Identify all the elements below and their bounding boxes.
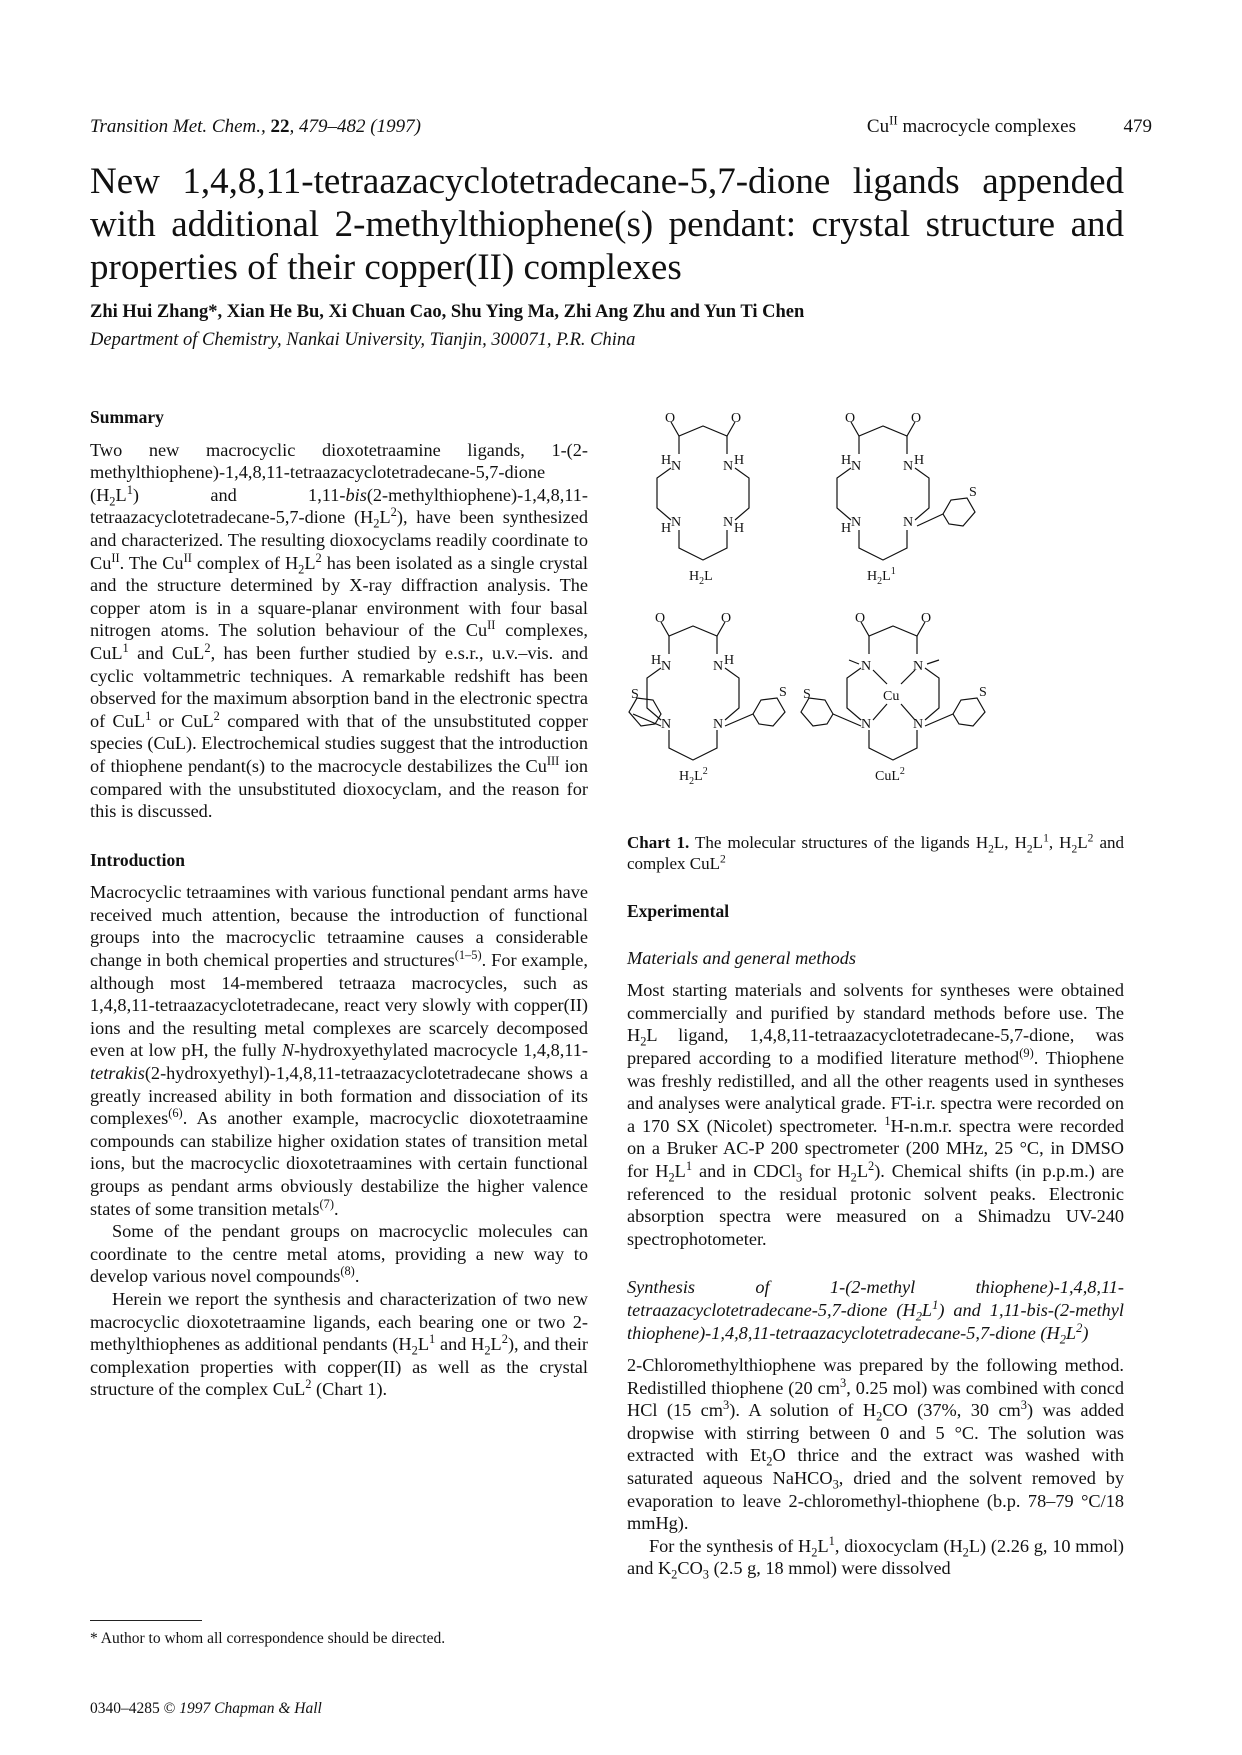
atom-s: S bbox=[631, 687, 639, 702]
atom-o: O bbox=[845, 411, 856, 426]
chart-1-caption: Chart 1. The molecular structures of the ligands $H_2L$, $H_2L^1$, $H_2L^2$ and complex CuL$^2$ bbox=[627, 831, 1124, 873]
structure-h2l1 bbox=[837, 422, 975, 560]
running-head bbox=[90, 112, 1152, 142]
atom-h: H bbox=[651, 653, 662, 668]
atom-h: H bbox=[914, 453, 925, 468]
atom-n: N bbox=[713, 659, 724, 674]
atom-s: S bbox=[969, 485, 977, 500]
running-title: $Cu^{II}$ macrocycle complexes bbox=[866, 112, 1076, 137]
copyright-line: 0340–4285 © 1997 Chapman & Hall bbox=[90, 1700, 322, 1717]
atom-n: N bbox=[851, 515, 862, 530]
atom-o: O bbox=[665, 411, 676, 426]
summary-heading: Summary bbox=[90, 407, 164, 427]
materials-heading: Materials and general methods bbox=[627, 947, 856, 968]
author-list: Zhi Hui Zhang*, Xian He Bu, Xi Chuan Cao, Shu Ying Ma, Zhi Ang Zhu and Yun Ti Chen bbox=[90, 302, 805, 322]
atom-o: O bbox=[655, 611, 666, 626]
synthesis-heading: Synthesis of 1-(2-methyl thiophene)-1,4,8,11-tetraazacyclotetradecane-5,7-dione $(H_2L^1)$ and 1,11-bis-(2-methyl thiophene)-1,4,8,11-tetraazacyclotetradecane-5,7-dione $(H_2L^2)$ bbox=[627, 1277, 1124, 1347]
introduction-heading: Introduction bbox=[90, 849, 185, 870]
materials-text: Most starting materials and solvents for syntheses were obtained commercially and purified by standard methods before use. The $H_2L$ ligand, 1,4,8,11-tetraazacyclotetradecane-5,7-dione, was prepared according to a modified literature method$^{(9)}$. Thiophene was freshly redistilled, and all the other reagents used in syntheses and analyses were analytical grade. FT-i.r. spectra were recorded on a 170 SX (Nicolet) spectrometer. $^1$H-n.m.r. spectra were recorded on a Bruker AC-P 200 spectrometer (200 MHz, 25 °C, in DMSO for $H_2L^1$ and in CDCl$_3$ for $H_2L^2$). Chemical shifts (in p.p.m.) are referenced to the residual protonic solvent peaks. Electronic absorption spectra were measured on a Shimadzu UV-240 spectrophotometer. bbox=[627, 980, 1124, 1249]
atom-o: O bbox=[731, 411, 742, 426]
atom-n: N bbox=[671, 459, 682, 474]
atom-n: N bbox=[903, 515, 914, 530]
label-cul2: CuL$^2$ bbox=[875, 766, 905, 784]
intro-paragraph-3: Herein we report the synthesis and characterization of two new macrocyclic dioxotetraamine ligands, each bearing one or two 2-methylthiophenes as additional pendants ($H_2L^1$ and $H_2L^2$), and their complexation properties with copper(II) as well as the crystal structure of the complex CuL$^2$ (Chart 1). bbox=[90, 1288, 588, 1400]
atom-s: S bbox=[979, 685, 987, 700]
affiliation: Department of Chemistry, Nankai University, Tianjin, 300071, P.R. China bbox=[90, 330, 636, 350]
footnote: * Author to whom all correspondence should be directed. bbox=[90, 1630, 446, 1647]
atom-n: N bbox=[723, 515, 734, 530]
atom-n: N bbox=[661, 717, 672, 732]
atom-s: S bbox=[803, 687, 811, 702]
atom-n: N bbox=[913, 659, 924, 674]
atom-h: H bbox=[661, 453, 672, 468]
atom-n: N bbox=[671, 515, 682, 530]
atom-n: N bbox=[713, 717, 724, 732]
label-h2l: $H_2L$ bbox=[689, 569, 713, 587]
atom-h: H bbox=[841, 453, 852, 468]
atom-h: H bbox=[724, 653, 735, 668]
atom-n: N bbox=[861, 717, 872, 732]
structure-h2l bbox=[657, 422, 749, 560]
atom-o: O bbox=[911, 411, 922, 426]
atom-n: N bbox=[903, 459, 914, 474]
molecular-structures-drawing bbox=[627, 408, 1125, 828]
chart-1-figure bbox=[627, 408, 1125, 828]
experimental-heading: Experimental bbox=[627, 901, 730, 921]
page-number: 479 bbox=[1123, 116, 1152, 137]
atom-o: O bbox=[855, 611, 866, 626]
atom-n: N bbox=[913, 717, 924, 732]
atom-h: H bbox=[661, 521, 672, 536]
atom-o: O bbox=[721, 611, 732, 626]
synthesis-paragraph-2: For the synthesis of $H_2L^1$, dioxocyclam $(H_2L)$ (2.26 g, 10 mmol) and $K_2CO_3$ (2.5 g, 18 mmol) were dissolved bbox=[627, 1533, 1125, 1583]
synthesis-paragraph-1: 2-Chloromethylthiophene was prepared by the following method. Redistilled thiophene (20 $cm^3$, 0.25 mol) was combined with concd HCl (15 $cm^3$). A solution of $H_2CO$ (37%, 30 $cm^3$) was added dropwise with stirring between 0 and 5 °C. The solution was extracted with $Et_2O$ thrice and the extract was washed with saturated aqueous NaHCO$_3$, dried and the solvent removed by evaporation to leave 2-chloromethyl-thiophene (b.p. 78–79 °C/18 mmHg). bbox=[627, 1355, 1125, 1534]
atom-s: S bbox=[779, 685, 787, 700]
left-column bbox=[90, 406, 588, 1401]
intro-paragraph-2: Some of the pendant groups on macrocyclic molecules can coordinate to the centre metal atoms, providing a new way to develop various novel compounds$^{(8)}$. bbox=[90, 1221, 588, 1287]
intro-paragraph-1: Macrocyclic tetraamines with various functional pendant arms have received much attention, because the introduction of functional groups into the macrocyclic tetraamine causes a considerable change in both chemical properties and structures$^{(1-5)}$. For example, although most 14-membered tetraaza macrocycles, such as 1,4,8,11-tetraazacyclotetradecane, react very slowly with copper(II) ions and the resulting metal complexes are scarcely decomposed even at low pH, the fully N-hydroxyethylated macrocycle 1,4,8,11-tetrakis(2-hydroxyethyl)-1,4,8,11-tetraazacyclotetradecane shows a greatly increased ability in both formation and dissociation of its complexes$^{(6)}$. As another example, macrocyclic dioxotetraamine compounds can stabilize higher oxidation states of transition metal ions, but the macrocyclic dioxotetraamines with certain functional groups as pendant arms obviously destabilize the higher valence states of some transition metals$^{(7)}$. bbox=[90, 882, 588, 1219]
article-title: New 1,4,8,11-tetraazacyclotetradecane-5,7-dione ligands appended with additional 2-methylthiophene(s) pendant: crystal structure and properties of their copper(II) complexes bbox=[90, 161, 1124, 288]
atom-n: N bbox=[723, 459, 734, 474]
atom-h: H bbox=[734, 453, 745, 468]
right-column bbox=[627, 900, 1125, 1583]
journal-citation: Transition Met. Chem., 22, 479–482 (1997) bbox=[90, 116, 421, 137]
atom-n: N bbox=[851, 459, 862, 474]
atom-cu: Cu bbox=[883, 689, 900, 704]
footnote-rule bbox=[90, 1620, 202, 1621]
label-h2l1: $H_2L^1$ bbox=[867, 566, 896, 587]
atom-h: H bbox=[841, 521, 852, 536]
atom-n: N bbox=[861, 659, 872, 674]
summary-text: Two new macrocyclic dioxotetraamine ligands, 1-(2-methylthiophene)-1,4,8,11-tetraazacyclotetradecane-5,7-dione $(H_2L^1)$ and 1,11-bis(2-methylthiophene)-1,4,8,11-tetraazacyclotetradecane-5,7-dione $(H_2L^2)$, have been synthesized and characterized. The resulting dioxocyclams readily coordinate to $Cu^{II}$. The $Cu^{II}$ complex of $H_2L^2$ has been isolated as a single crystal and the structure determined by X-ray diffraction analysis. The copper atom is in a square-planar environment with four basal nitrogen atoms. The solution behaviour of the $Cu^{II}$ complexes, CuL$^1$ and CuL$^2$, has been further studied by e.s.r., u.v.–vis. and cyclic voltammetric techniques. A remarkable redshift has been observed for the maximum absorption band in the electronic spectra of CuL$^1$ or CuL$^2$ compared with that of the unsubstituted copper species (CuL). Electrochemical studies suggest that the introduction of thiophene pendant(s) to the macrocycle destabilizes the $Cu^{III}$ ion compared with the unsubstituted dioxocyclam, and the reason for this is discussed. bbox=[90, 439, 589, 822]
structure-h2l2 bbox=[629, 622, 785, 760]
atom-h: H bbox=[734, 521, 745, 536]
atom-o: O bbox=[921, 611, 932, 626]
label-h2l2: $H_2L^2$ bbox=[679, 766, 708, 787]
atom-n: N bbox=[661, 659, 672, 674]
